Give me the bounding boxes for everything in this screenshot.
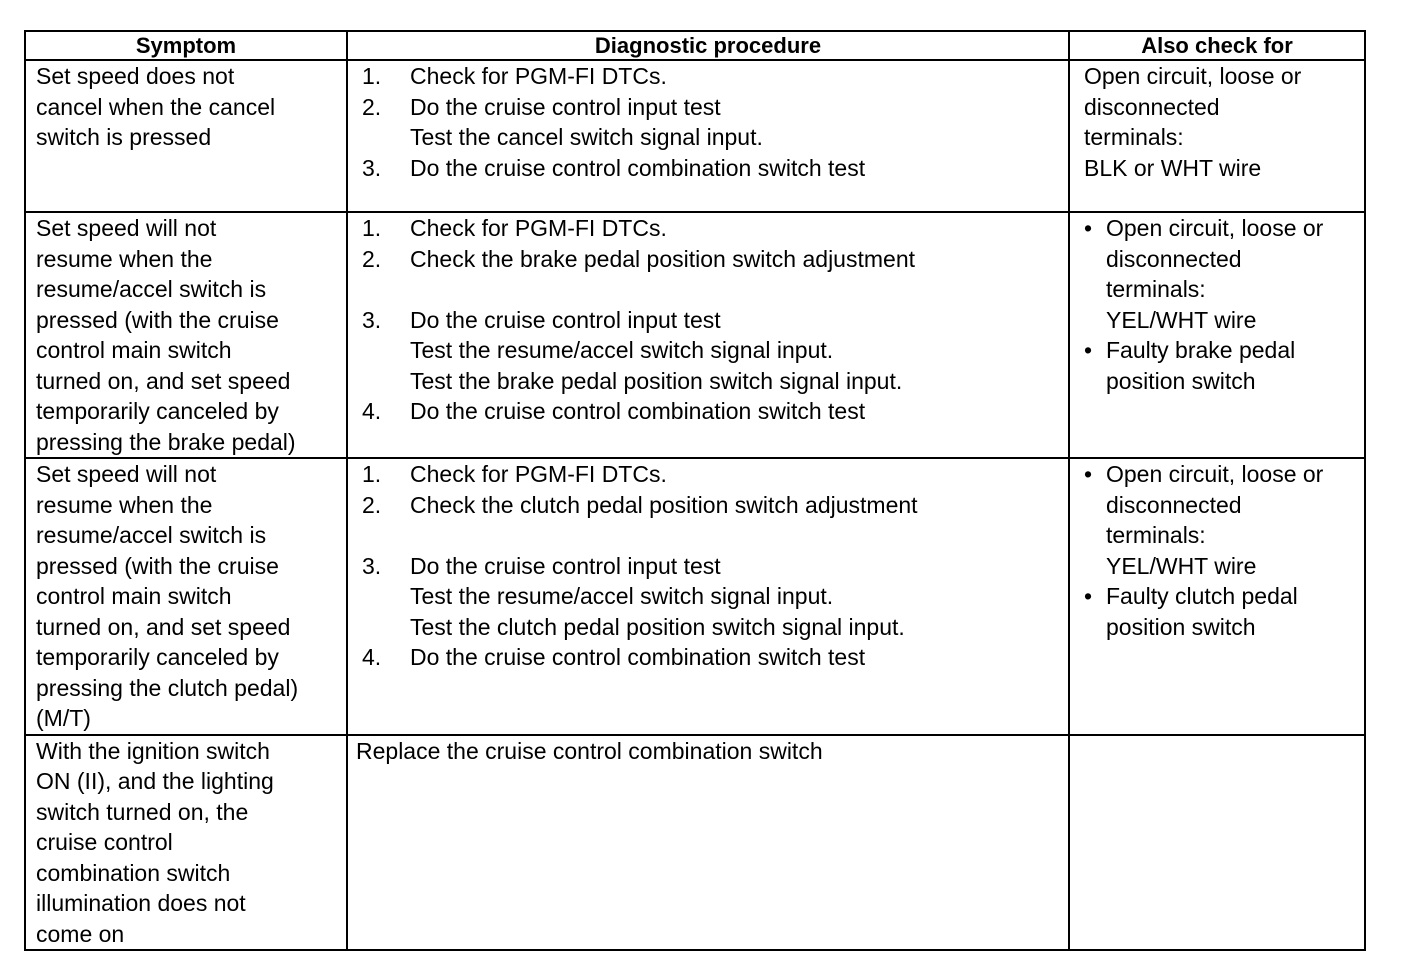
also-check-item bbox=[1084, 335, 1356, 396]
procedure-step bbox=[362, 642, 1060, 673]
symptom-cell bbox=[25, 458, 347, 735]
bullet-icon: • bbox=[1084, 337, 1093, 363]
bullet-icon: • bbox=[1084, 461, 1093, 487]
symptom-cell bbox=[25, 212, 347, 458]
also-check-item bbox=[1084, 459, 1356, 581]
table-row bbox=[25, 458, 1365, 735]
step-number: 2. bbox=[362, 93, 382, 120]
step-text: Check for PGM-FI DTCs. bbox=[410, 63, 667, 89]
also-check-list bbox=[1078, 213, 1356, 396]
header-also-check: Also check for bbox=[1069, 31, 1365, 60]
procedure-step bbox=[362, 61, 1060, 92]
step-text: Check the brake pedal position switch adjustment bbox=[410, 245, 916, 272]
step-body bbox=[410, 244, 1060, 305]
procedure-cell bbox=[347, 458, 1069, 735]
also-check-item bbox=[1084, 581, 1356, 642]
also-check-cell bbox=[1069, 458, 1365, 735]
step-text: Test the resume/accel switch signal input. bbox=[410, 583, 834, 609]
step-text: Test the brake pedal position switch signal input. bbox=[410, 367, 903, 394]
bullet-icon: • bbox=[1084, 583, 1093, 609]
step-body bbox=[410, 153, 1060, 184]
procedure-steps bbox=[356, 459, 1060, 673]
step-text: Test the clutch pedal position switch signal input. bbox=[410, 613, 905, 640]
also-check-text: Open circuit, loose or disconnected terminals: BLK or WHT wire bbox=[1084, 63, 1302, 181]
procedure-cell bbox=[347, 60, 1069, 212]
table-row bbox=[25, 60, 1365, 212]
also-check-cell bbox=[1069, 735, 1365, 951]
symptom-cell bbox=[25, 60, 347, 212]
step-number: 2. bbox=[362, 491, 382, 518]
procedure-step bbox=[362, 305, 1060, 397]
step-body bbox=[410, 396, 1060, 427]
bullet-icon: • bbox=[1084, 215, 1093, 241]
symptom-text: Set speed will not resume when the resume/accel switch is pressed (with the cruise control main switch turned on, and set speed temporarily canceled by pressing the clutch pedal) (M/T) bbox=[36, 461, 299, 731]
step-text: Do the cruise control combination switch test bbox=[410, 154, 866, 181]
procedure-step bbox=[362, 213, 1060, 244]
step-body bbox=[410, 92, 1060, 153]
symptom-text: Set speed will not resume when the resume/accel switch is pressed (with the cruise control main switch turned on, and set speed temporarily canceled by pressing the brake pedal) bbox=[36, 215, 296, 455]
step-number: 1. bbox=[362, 63, 382, 89]
also-check-item bbox=[1084, 213, 1356, 335]
table-row bbox=[25, 735, 1365, 951]
procedure-steps bbox=[356, 61, 1060, 183]
also-check-list bbox=[1078, 459, 1356, 642]
step-body bbox=[410, 490, 1060, 551]
step-spacer bbox=[410, 520, 1060, 551]
procedure-step bbox=[362, 551, 1060, 643]
procedure-cell bbox=[347, 735, 1069, 951]
step-body bbox=[410, 305, 1060, 397]
symptom-text: Set speed does not cancel when the cancel switch is pressed bbox=[36, 63, 276, 150]
also-check-text: Open circuit, loose or disconnected terminals: YEL/WHT wire bbox=[1106, 461, 1324, 579]
also-check-item bbox=[1084, 61, 1356, 183]
step-text: Do the cruise control input test bbox=[410, 306, 721, 333]
step-body bbox=[410, 551, 1060, 643]
procedure-step bbox=[362, 396, 1060, 427]
also-check-text: Faulty brake pedal position switch bbox=[1106, 337, 1296, 394]
table-row bbox=[25, 212, 1365, 458]
step-text: Test the resume/accel switch signal input. bbox=[410, 337, 834, 363]
procedure-step bbox=[362, 153, 1060, 184]
step-body bbox=[410, 642, 1060, 673]
also-check-cell bbox=[1069, 60, 1365, 212]
also-check-text: Open circuit, loose or disconnected terminals: YEL/WHT wire bbox=[1106, 215, 1324, 333]
procedure-step bbox=[362, 244, 1060, 305]
symptom-text: With the ignition switch ON (II), and the lighting switch turned on, the cruise control combination switch illumination does not come on bbox=[36, 737, 274, 947]
step-body bbox=[410, 61, 1060, 92]
step-text: Test the cancel switch signal input. bbox=[410, 124, 763, 150]
step-number: 3. bbox=[362, 552, 382, 579]
step-spacer bbox=[410, 274, 1060, 305]
step-number: 4. bbox=[362, 644, 382, 670]
step-number: 4. bbox=[362, 398, 382, 424]
symptom-cell bbox=[25, 735, 347, 951]
also-check-text: Faulty clutch pedal position switch bbox=[1106, 583, 1298, 640]
procedure-step bbox=[362, 490, 1060, 551]
procedure-step bbox=[362, 459, 1060, 490]
procedure-cell bbox=[347, 212, 1069, 458]
header-symptom: Symptom bbox=[25, 31, 347, 60]
procedure-text: Replace the cruise control combination switch bbox=[356, 737, 823, 764]
step-text: Do the cruise control input test bbox=[410, 93, 721, 120]
step-body bbox=[410, 459, 1060, 490]
step-number: 2. bbox=[362, 245, 382, 272]
step-text: Check for PGM-FI DTCs. bbox=[410, 461, 667, 487]
also-check-list bbox=[1078, 61, 1356, 183]
also-check-cell bbox=[1069, 212, 1365, 458]
step-text: Do the cruise control combination switch test bbox=[410, 644, 866, 670]
step-text: Do the cruise control combination switch test bbox=[410, 398, 866, 424]
diagnostic-table bbox=[24, 30, 1366, 951]
step-number: 1. bbox=[362, 461, 382, 487]
header-row bbox=[25, 31, 1365, 60]
step-text: Do the cruise control input test bbox=[410, 552, 721, 579]
step-number: 3. bbox=[362, 154, 382, 181]
step-text: Check the clutch pedal position switch adjustment bbox=[410, 491, 918, 518]
step-body bbox=[410, 213, 1060, 244]
step-number: 3. bbox=[362, 306, 382, 333]
procedure-steps bbox=[356, 213, 1060, 427]
header-procedure: Diagnostic procedure bbox=[347, 31, 1069, 60]
procedure-step bbox=[362, 92, 1060, 153]
step-text: Check for PGM-FI DTCs. bbox=[410, 215, 667, 241]
step-number: 1. bbox=[362, 215, 382, 241]
